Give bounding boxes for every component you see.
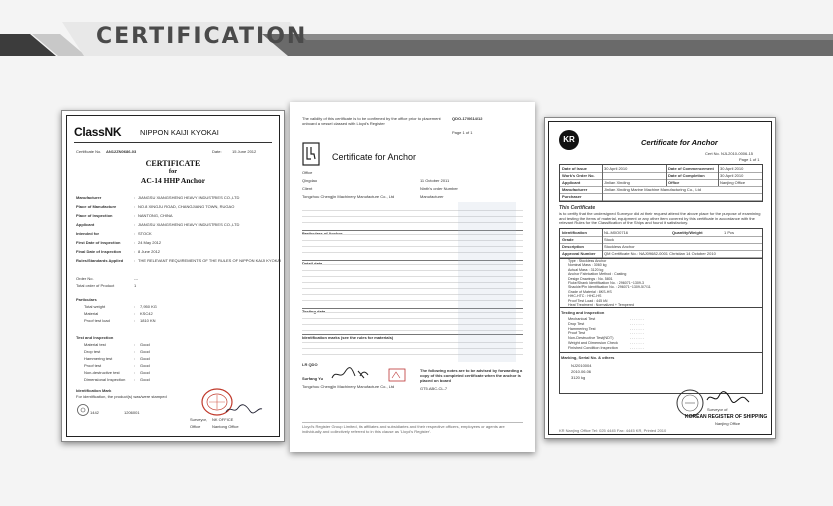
test-colon: : <box>134 377 136 382</box>
particular-colon: : <box>134 311 136 316</box>
document-number: QDO-17/0614/12 <box>452 116 483 121</box>
info-label-2: Office <box>668 180 680 185</box>
spec-line: Shackle/Pin Identification No. : 296071~1309-5/7/11 <box>568 285 651 290</box>
lr-logo-icon <box>302 142 320 166</box>
surveyor-name: NK OFFICE <box>212 417 234 422</box>
spec-line: Proof Test Load : 445 kN <box>568 298 608 303</box>
info-label: Work's Order No. <box>562 173 595 178</box>
validity-note: The validity of this certificate is to be confirmed by the office prior to placement onboard a vessel classed with Lloyd's Register <box>302 116 441 126</box>
bottom-label-3: Tongzhou Chengjin Machinery Manufacture Co., Ltd <box>302 384 395 389</box>
test-value: Good <box>140 370 150 375</box>
test-heading: Test and Inspection <box>76 335 114 340</box>
desc-label: Approval Number <box>562 251 596 256</box>
ident-heading: Identification Mark <box>76 388 112 393</box>
field-colon: : <box>134 204 136 209</box>
field-colon: : <box>134 222 136 227</box>
desc-value: Stockless Anchor <box>604 244 635 249</box>
col-divider <box>602 165 603 201</box>
desc-value: QM Certificate No.: NAJ09682-0001 Christian 14 October 2010 <box>604 251 716 256</box>
test-label: Proof test <box>84 363 102 368</box>
test-value: Good <box>140 349 150 354</box>
field-label: Final Date of Inspection <box>76 249 122 254</box>
test-dots: . . . . . . . <box>630 341 644 345</box>
field-label: Place of Inspection <box>76 213 113 218</box>
ident-text: For identification, the product(s) was/were stamped <box>76 394 167 399</box>
info-label: Applicant <box>562 180 581 185</box>
field-colon: : <box>134 213 136 218</box>
issue-date: 15 June 2012 <box>232 149 257 154</box>
field-value: JIANGSU XIANGSHENG HEAVY INDUSTRIES CO.,LTD <box>138 195 240 200</box>
page-indicator: Page 1 of 1 <box>739 157 760 162</box>
field-colon: : <box>134 249 136 254</box>
field-label: Intended for <box>76 231 100 236</box>
test-dots: . . . . . . . <box>630 326 644 331</box>
particulars-heading: Particulars <box>76 297 97 302</box>
header-value: Ninth's order Number <box>420 186 458 191</box>
certificate-title-for: for <box>168 168 178 175</box>
test-line: Proof Test <box>568 331 586 336</box>
ident-seal-icon <box>76 403 90 417</box>
society-name: KOREAN REGISTER OF SHIPPING <box>685 414 768 420</box>
certificate-product: AC-14 HHP Anchor <box>140 176 206 185</box>
test-line: Mechanical Test <box>568 317 596 321</box>
certificate-title: Certificate for Anchor <box>641 138 718 147</box>
classnk-logo: ClassNK <box>74 125 122 139</box>
test-colon: : <box>134 356 136 361</box>
spec-line: Actual Mass : 3120 kg <box>568 267 604 272</box>
surveyor-signature-icon <box>224 403 264 415</box>
particular-label: Total weight <box>84 304 106 309</box>
kr-logo-text: KR <box>563 135 575 144</box>
info-row <box>560 193 762 201</box>
lr-stamp-icon <box>388 368 406 382</box>
test-colon: : <box>134 342 136 347</box>
field-value: THE RELEVANT REQUIREMENTS OF THE RULES OF NIPPON KAIJI KYOKAI <box>138 258 282 263</box>
test-label: Hammering test <box>84 356 113 361</box>
footer-note: Lloyd's Register Group Limited, its affiliates and subsidiaries and their respective officers, employees or agents are individually and collectively referred to in this clause as 'Lloyd's Register'. <box>302 424 505 434</box>
field-label: Rules/Standards Applied <box>76 258 124 263</box>
info-label: Date of Issue <box>562 166 587 171</box>
test-list <box>559 307 763 353</box>
particular-value: 1810 KN <box>140 318 156 323</box>
test-colon: : <box>134 349 136 354</box>
order-label: Order No. <box>76 276 94 281</box>
desc-label: Description <box>562 244 585 249</box>
office-label: Office <box>190 424 201 429</box>
marking-line: NJ2010004 <box>571 363 592 368</box>
desc-label-2: Quantity/Weight <box>672 230 703 235</box>
office-value: Nantong Office <box>212 424 239 429</box>
surveyor-label: Surveyor of <box>707 407 728 412</box>
test-line: Hammering Test <box>568 326 596 331</box>
page-indicator: Page 1 of 1 <box>452 130 473 135</box>
test-value: Good <box>140 377 150 382</box>
bottom-label-2: Surfang Yu <box>302 376 324 381</box>
field-value: NO.8 XINGJU ROAD, CHANGJIANG TOWN, RUGAO <box>138 204 235 209</box>
header-label: Qingdao <box>302 178 318 183</box>
forward-note: The following notes are to be advised by forwarding a copy of this completed certificate when the anchor is placed on board <box>420 368 523 383</box>
test-dots: . . . . . . . <box>630 331 644 336</box>
test-line: Finished Condition Inspection <box>568 345 618 350</box>
particular-colon: : <box>134 318 136 323</box>
testing-heading: Testing and Inspection <box>561 310 605 315</box>
field-colon: : <box>134 258 136 263</box>
test-value: Good <box>140 356 150 361</box>
info-value-2: 30 April 2010 <box>720 173 744 178</box>
client-number: GT5.ABC-CL-7 <box>420 386 448 391</box>
info-value-2: 30 April 2010 <box>720 166 744 171</box>
certificate-title: CERTIFICATE <box>145 159 201 168</box>
particular-value: 7,950 KG <box>140 304 157 309</box>
total-order-label: Total order of Product <box>76 283 115 288</box>
test-dots: . . . . . . . <box>630 345 644 350</box>
info-label-2: Date of Completion <box>668 173 705 178</box>
spec-list <box>559 257 763 308</box>
spec-line: HHC-HTC : HHC-HS <box>568 294 602 299</box>
test-label: Drop test <box>84 349 101 354</box>
banner-right-light <box>300 34 833 40</box>
test-colon: : <box>134 370 136 375</box>
spec-line: Heat Treatment : Normalized + Tempered <box>568 303 634 307</box>
test-line: Non-Destructive Test(NDT) <box>568 336 614 341</box>
footer-text: KR Nanjing Office Tel: 025 4445 Fax: 4445 KR, Printed 2010 <box>559 428 667 433</box>
col-divider <box>666 165 667 186</box>
order-value: --- <box>134 276 138 281</box>
marking-line: 2010.06.06 <box>571 369 592 374</box>
description-table <box>559 228 763 259</box>
cert-number: Cert No. NJL2010-0006-15 <box>705 151 754 156</box>
spec-line: Grade of Material : 8KS-HS <box>568 289 612 294</box>
watermark-band <box>458 202 516 362</box>
info-value: Jinlian Xinding <box>604 180 630 185</box>
info-label: Manufacturer <box>562 187 588 192</box>
test-line: Weight and Dimension Check <box>568 341 618 345</box>
header-label: Tongzhou Chengjin Machinery Manufacture Co., Ltd <box>302 194 395 199</box>
particular-colon: : <box>134 304 136 309</box>
lr-signature-icon <box>330 366 370 382</box>
test-label: Material test <box>84 342 106 347</box>
certificate-title: Certificate for Anchor <box>332 152 417 162</box>
desc-value-2: 1 Pcs <box>724 230 735 235</box>
kr-signature-icon <box>705 390 751 406</box>
stamp-number: 1206001 <box>124 410 140 415</box>
section-label: Identification marks (see the rules for materials) <box>302 335 394 340</box>
field-label: Place of Manufacture <box>76 204 117 209</box>
field-value: 8 June 2012 <box>138 249 161 254</box>
desc-label: Grade <box>562 237 574 242</box>
spec-line: Design Drawings : No. 5801 <box>568 276 613 281</box>
spec-line: Nominal Mass : 3060 kg <box>568 263 607 268</box>
field-colon: : <box>134 231 136 236</box>
spec-line: Type : Stockless Anchor <box>568 259 607 263</box>
society-name: NIPPON KAIJI KYOKAI <box>140 128 219 137</box>
test-label: Non-destructive test <box>84 370 120 375</box>
lloyds-register-certificate[interactable] <box>290 102 535 452</box>
info-value: 30 April 2010 <box>604 166 628 171</box>
header-value: 11 October 2011 <box>420 178 450 183</box>
bottom-label-1: LR QDO <box>302 362 318 367</box>
test-dots: . . . . . . . <box>630 317 644 321</box>
spec-line: Fluke/Shank Identification No. : 296071~1309-3 <box>568 281 645 285</box>
particular-value: KSC42 <box>140 311 153 316</box>
test-value: Good <box>140 363 150 368</box>
test-dots: . . . . . . . <box>630 321 644 326</box>
test-line: Drop Test <box>568 321 585 326</box>
field-label: First Date of Inspection <box>76 240 121 245</box>
field-value: STOCK <box>138 231 152 236</box>
test-colon: : <box>134 363 136 368</box>
field-value: NANTONG, CHINA <box>138 213 173 218</box>
field-value: 24 May 2012 <box>138 240 162 245</box>
header-label: Office <box>302 170 313 175</box>
desc-label: Identification <box>562 230 587 235</box>
field-label: Applicant <box>76 222 95 227</box>
test-value: Good <box>140 342 150 347</box>
korean-register-certificate[interactable] <box>544 117 776 439</box>
certify-text: is to certify that the undersigned Surveyor did at their request attend the above place for the purpose of examining and testing the items of material, equipment or any other item covered by this certificate in accordance with the relevant Rules for the Classification of the Ships and found it satisfactory. <box>559 211 761 225</box>
classnk-certificate[interactable] <box>61 110 285 442</box>
particular-label: Material <box>84 311 99 316</box>
test-dots: . . . . . . . <box>630 336 644 341</box>
info-value: Jinlian Xinding Marine Machine Manufacturing Co., Ltd <box>604 187 701 192</box>
info-label-2: Date of Commencement <box>668 166 714 171</box>
office-name: Nanjing Office <box>715 421 741 426</box>
marking-line: 3120 kg <box>571 375 586 380</box>
cert-no: AN12ZN0686-03 <box>106 149 137 154</box>
certify-heading: This Certificate <box>559 205 596 211</box>
field-label: Manufacturer <box>76 195 102 200</box>
info-value-2: Nanjing Office <box>720 180 746 185</box>
date-label: Date: <box>212 149 222 154</box>
marking-heading: Marking, Serial No. & others <box>561 355 615 360</box>
header-value: Manufacturer <box>420 194 444 199</box>
stamp-mark: 1442 <box>90 410 99 415</box>
col-divider <box>718 165 719 186</box>
info-label: Purchaser <box>562 194 582 199</box>
field-colon: : <box>134 195 136 200</box>
kr-logo-icon <box>559 130 579 150</box>
field-colon: : <box>134 240 136 245</box>
surveyor-label: Surveyor, <box>190 417 207 422</box>
spec-line: Anchor Fabrication Method : Casting <box>568 272 627 277</box>
col-divider <box>602 229 603 258</box>
field-value: JIANGSU XIANGSHENG HEAVY INDUSTRIES CO.,LTD <box>138 222 240 227</box>
cert-no-label: Certificate No. <box>76 149 102 154</box>
particular-label: Proof test load <box>84 318 110 323</box>
test-label: Dimensional Inspection <box>84 377 126 382</box>
desc-value: Stock <box>604 237 615 242</box>
info-table <box>559 164 763 202</box>
banner-title: CERTIFICATION <box>96 24 308 49</box>
desc-value: NL-M0O0716 <box>604 230 629 235</box>
header-label: Client <box>302 186 313 191</box>
total-order-value: 1 <box>134 283 137 288</box>
